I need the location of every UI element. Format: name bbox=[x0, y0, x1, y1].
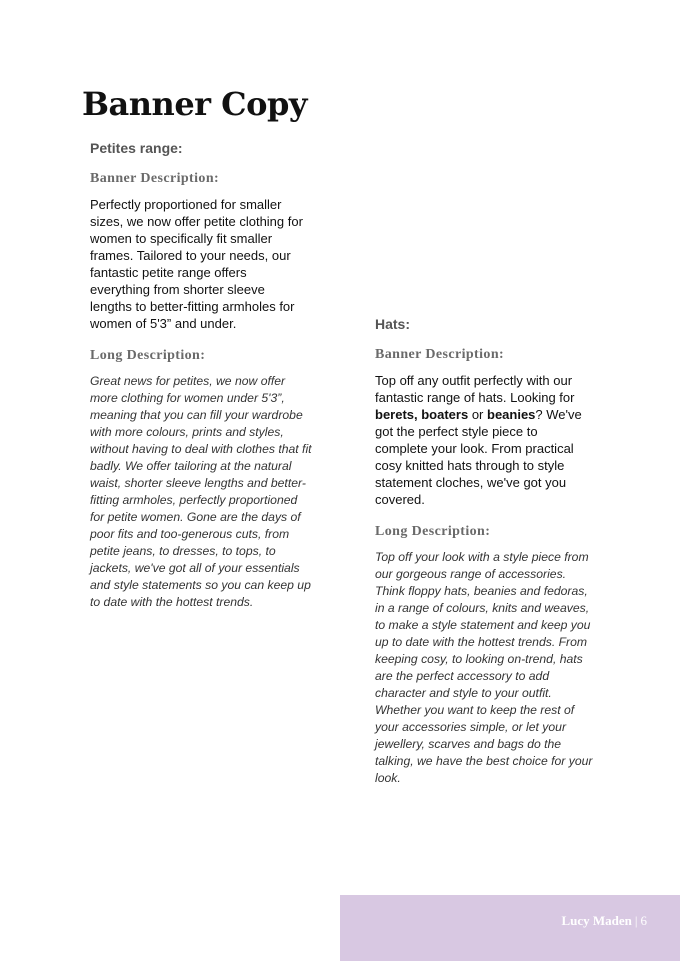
banner-text-part: or bbox=[468, 407, 487, 422]
long-description-label: Long Description: bbox=[90, 348, 206, 363]
long-description-text: Top off your look with a style piece from our gorgeous range of accessories. Think floppy hats, beanies and fedoras, in a range of colours, knits and weaves, to make a style statement and keep you up to date with the hottest trends. From keeping cosy, to looking on-trend, hats are the perfect accessory to add character and style to your outfit. Whether you want to keep the rest of your accessories simple, or let your jewellery, scarves and bags do the talking, we have the best choice for your look. bbox=[375, 550, 593, 785]
banner-description-text: Perfectly proportioned for smaller sizes, we now offer petite clothing for women to specifically fit smaller frames. Tailored to your needs, our fantastic petite range offers everything from shorter sleeve lengths to better-fitting armholes for women of 5'3” and under. bbox=[90, 197, 303, 331]
footer-separator: | bbox=[634, 913, 638, 928]
banner-description-label: Banner Description: bbox=[90, 171, 220, 186]
section-heading: Hats: bbox=[375, 316, 411, 332]
page-number: 6 bbox=[640, 913, 647, 928]
long-description-label: Long Description: bbox=[375, 524, 491, 539]
footer-text bbox=[561, 913, 647, 929]
banner-bold-keyword: beanies bbox=[487, 407, 536, 422]
banner-description-label: Banner Description: bbox=[375, 347, 505, 362]
section-heading: Petites range: bbox=[90, 140, 183, 156]
footer-author: Lucy Maden bbox=[561, 913, 632, 928]
hats-section bbox=[375, 314, 601, 787]
long-description-text: Great news for petites, we now offer more clothing for women under 5'3”, meaning that you can fill your wardrobe with more colours, prints and styles, without having to deal with clothes that fit badly. We offer tailoring at the natural waist, shorter sleeve lengths and better-fitting armholes, perfectly proportioned for petite women. Gone are the days of poor fits and too-generous cuts, from petite jeans, to dresses, to tops, to jackets, we've got all of your essentials and style statements so you can keep up to date with the hottest trends. bbox=[90, 374, 312, 609]
banner-bold-keywords: berets, boaters bbox=[375, 407, 469, 422]
footer-band bbox=[340, 895, 680, 961]
petites-section bbox=[90, 138, 316, 611]
banner-description-text bbox=[375, 372, 590, 508]
page-title: Banner Copy bbox=[82, 85, 307, 123]
banner-text-part: Top off any outfit perfectly with our fantastic range of hats. Looking for bbox=[375, 373, 575, 405]
banner-text-part: ? We've got the perfect style piece to complete your look. From practical cosy knitted hats through to style statement cloches, we've got you covered. bbox=[375, 407, 582, 507]
